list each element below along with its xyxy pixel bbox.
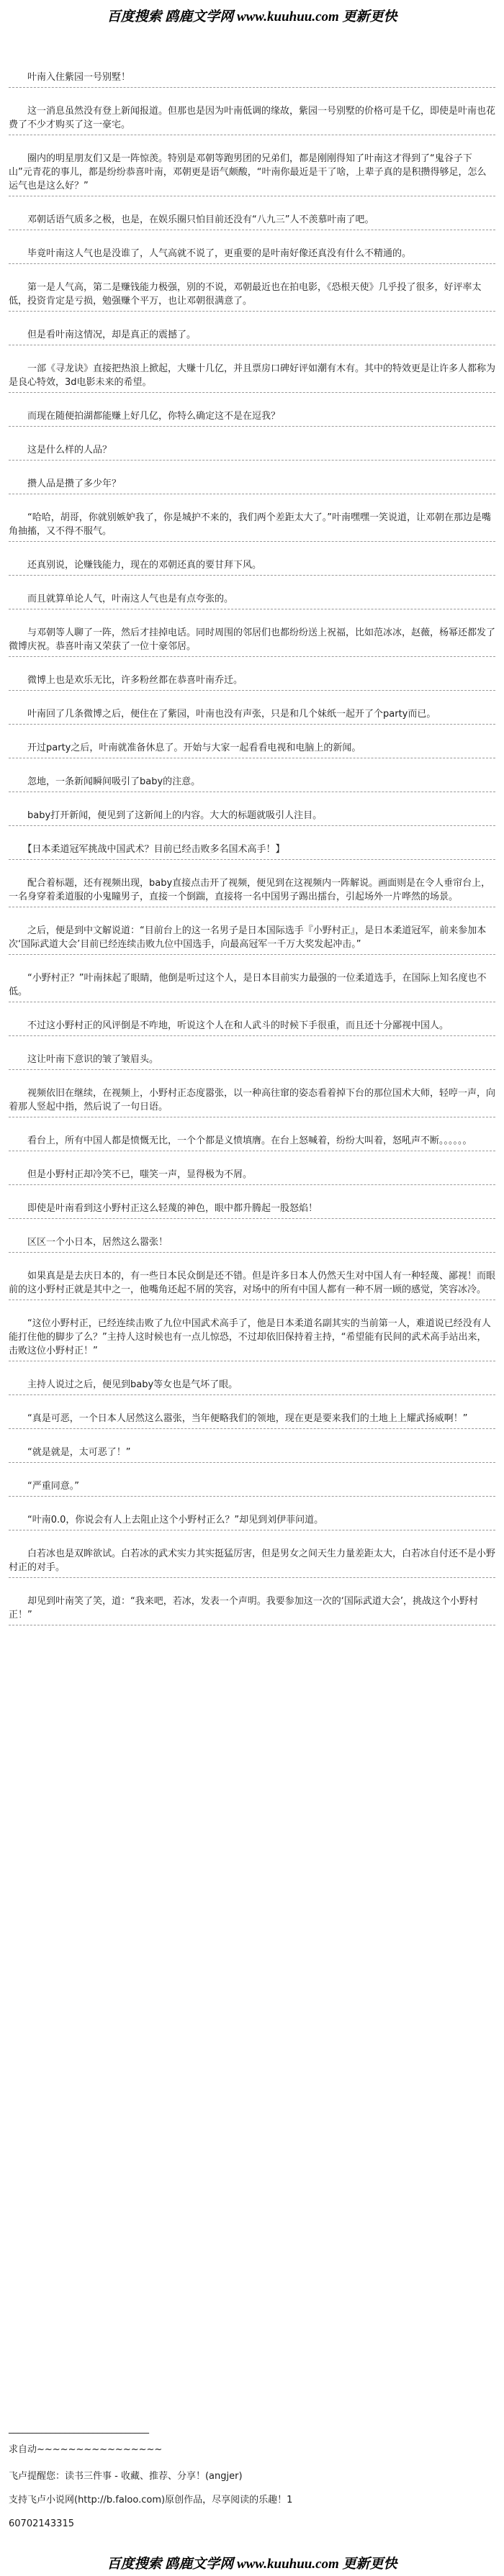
paragraph: “哈哈，胡哥，你就别嫉妒我了，你是城护不来的，我们两个差距太大了。”叶南嘿嘿一笑说道，让邓朝在那边是嘴角抽搐，又不得不服气。 — [9, 511, 495, 542]
paragraph: 如果真是是去庆日本的，有一些日本民众倒是还不错。但是许多日本人仍然天生对中国人有一种轻蔑、鄙视！而眼前的这小野村正就是其中之一，他嘴角还起不屑的笑容，对场中的所有中国人都有一种不屑一顾的感觉，笑容冰冷。 — [9, 1269, 495, 1300]
paragraph: 叶南回了几条微博之后，便住在了紫园，叶南也没有声张，只是和几个妹纸一起开了个party而已。 — [9, 707, 495, 725]
paragraph: 白若冰也是双眸欲试。白若冰的武术实力其实挺猛厉害，但是男女之间天生力量差距太大，白若冰自付还不是小野村正的对手。 — [9, 1547, 495, 1578]
paragraph: 却见到叶南笑了笑，道：“我来吧，若冰，发表一个声明。我要参加这一次的‘国际武道大会’，挑战这个小野村正！” — [9, 1595, 495, 1625]
chapter-body — [9, 71, 495, 1642]
book-number: 60702143315 — [9, 2518, 74, 2529]
paragraph: 开过party之后，叶南就准备休息了。开始与大家一起看看电视和电脑上的新闻。 — [9, 741, 495, 758]
site-banner-top: 百度搜索 鸥鹿文学网 www.kuuhuu.com 更新更快 — [107, 9, 397, 24]
paragraph: 这是什么样的人品？ — [9, 443, 495, 461]
paragraph: 毕竟叶南这人气也是没谁了，人气高就不说了，更重要的是叶南好像还真没有什么不精通的。 — [9, 247, 495, 264]
site-banner-bottom: 百度搜索 鸥鹿文学网 www.kuuhuu.com 更新更快 — [107, 2556, 397, 2572]
paragraph: “严重同意。” — [9, 1479, 495, 1497]
paragraph: 而现在随便拍湖都能赚上好几亿，你特么确定这不是在逗我？ — [9, 409, 495, 427]
paragraph: “真是可恶，一个日本人居然这么嚣张，当年便略我们的领地，现在更是要来我们的土地上上耀武扬威啊！” — [9, 1412, 495, 1429]
paragraph: 但是看叶南这情况，却是真正的震撼了。 — [9, 328, 495, 345]
paragraph: “小野村正？”叶南抹起了眼睛，他倒是听过这个人，是日本目前实力最强的一位柔道选手，在国际上知名度也不低。 — [9, 971, 495, 1002]
paragraph: baby打开新闻，便见到了这新闻上的内容。大大的标题就吸引人注目。 — [9, 809, 495, 826]
paragraph: 不过这小野村正的风评倒是不咋地，听说这个人在和人武斗的时候下手很重，而且还十分鄙视中国人。 — [9, 1019, 495, 1036]
paragraph: 邓朝话语气质多之极，也是，在娱乐圈只怕目前还没有“八九三”人不羡慕叶南了吧。 — [9, 213, 495, 230]
paragraph: 看台上，所有中国人都是愤慨无比，一个个都是义愤填膺。在台上怒喊着，纷纷大叫着，怒吼声不断。。。。。。 — [9, 1134, 495, 1151]
paragraph: 之后，便是到中文解说道：“目前台上的这一名男子是日本国际选手『小野村正』，是日本柔道冠军，前来参加本次‘国际武道大会’目前已经连续击败九位中国选手，向最高冠军一千万大奖发起冲击。” — [9, 924, 495, 955]
paragraph: 还真别说，论赚钱能力，现在的邓朝还真的要甘拜下风。 — [9, 558, 495, 576]
paragraph: 与邓朝等人聊了一阵，然后才挂掉电话。同时周围的邻居们也都纷纷送上祝福，比如范冰冰，赵薇，杨幂还都发了微博庆祝。恭喜叶南又荣获了一位十豪邻居。 — [9, 626, 495, 657]
paragraph: 即使是叶南看到这小野村正这么轻蔑的神色，眼中都升腾起一股怒焰！ — [9, 1202, 495, 1219]
paragraph: 配合着标题，还有视频出现，baby直接点击开了视频，便见到在这视频内一阵解说。画面则是在令人垂帘台上，一名身穿着柔道服的小鬼瞳男子，直接一个倒踹，直接将一名中国男子踢出擂台，引起场外一片哗然的场景。 — [9, 876, 495, 907]
support-link[interactable]: 支持飞卢小说网(http://b.faloo.com)原创作品，尽享阅读的乐趣！1 — [9, 2495, 293, 2505]
paragraph: 主持人说过之后，便见到baby等女也是气坏了眼。 — [9, 1378, 495, 1395]
separator-line: ______________________________ — [9, 2423, 149, 2434]
reader-reminder: 飞卢提醒您：读书三件事 - 收藏、推荐、分享！(angjer) — [9, 2471, 243, 2482]
paragraph: 这让叶南下意识的皱了皱眉头。 — [9, 1053, 495, 1070]
paragraph: 圈内的明星朋友们又是一阵惊羡。特别是邓朝等跑男团的兄弟们，都是刚刚得知了叶南这才得到了“鬼谷子下山”元青花的事儿，都是纷纷恭喜叶南，邓朝更是语气颇酸，“叶南你最近是干了啥，上辈子真的是积攒得够足，怎么运气也是这么好？” — [9, 152, 495, 196]
paragraph: 但是小野村正却冷笑不已，嗤笑一声，显得极为不屑。 — [9, 1168, 495, 1185]
author-note: 求自动~~~~~~~~~~~~~~~~ — [9, 2444, 163, 2455]
paragraph: 第一是人气高，第二是赚钱能力极强，别的不说，邓朝最近也在拍电影，《恐根天使》几乎投了很多，好评率太低，投资肯定是亏损，勉强赚个平万，也让邓朝很满意了。 — [9, 281, 495, 312]
chapter-footer — [9, 2422, 495, 2531]
paragraph: 区区一个小日本，居然这么嚣张！ — [9, 1235, 495, 1253]
paragraph: 叶南入住紫园一号别墅！ — [9, 71, 495, 88]
paragraph: 微博上也是欢乐无比，许多粉丝都在恭喜叶南乔迁。 — [9, 674, 495, 691]
paragraph: “叶南0.0，你说会有人上去阻止这个小野村正么？”却见到刘伊菲问道。 — [9, 1513, 495, 1530]
paragraph: 这一消息虽然没有登上新闻报道。但那也是因为叶南低调的缘故，紫园一号别墅的价格可是千亿，即使是叶南也花费了不少才购买了这一豪宅。 — [9, 104, 495, 135]
paragraph: “就是就是，太可恶了！” — [9, 1446, 495, 1463]
paragraph: 一部《寻龙诀》直接把热浪上掀起，大赚十几亿，并且票房口碑好评如潮有木有。其中的特效更是让许多人都称为是良心特效，3d电影未来的希望。 — [9, 362, 495, 393]
paragraph: 【日本柔道冠军挑战中国武术？目前已经击败多名国术高手！】 — [9, 843, 495, 860]
paragraph: 攒人品是攒了多少年？ — [9, 477, 495, 494]
paragraph: 忽地，一条新闻瞬间吸引了baby的注意。 — [9, 775, 495, 792]
paragraph: “这位小野村正，已经连续击败了九位中国武术高手了，他是日本柔道名副其实的当前第一人，难道说已经没有人能打住他的脚步了么？”主持人这时候也有一点儿惊恐，不过却依旧保持着主持，“希望能有民间的武术高手站出来，击败这位小野村正！” — [9, 1317, 495, 1361]
paragraph: 视频依旧在继续，在视频上，小野村正态度嚣张，以一种高往窜的姿态看着掉下台的那位国术大师，轻哼一声，向着那人竖起中指，然后说了一句日语。 — [9, 1087, 495, 1117]
paragraph: 而且就算单论人气，叶南这人气也是有点夸张的。 — [9, 592, 495, 609]
